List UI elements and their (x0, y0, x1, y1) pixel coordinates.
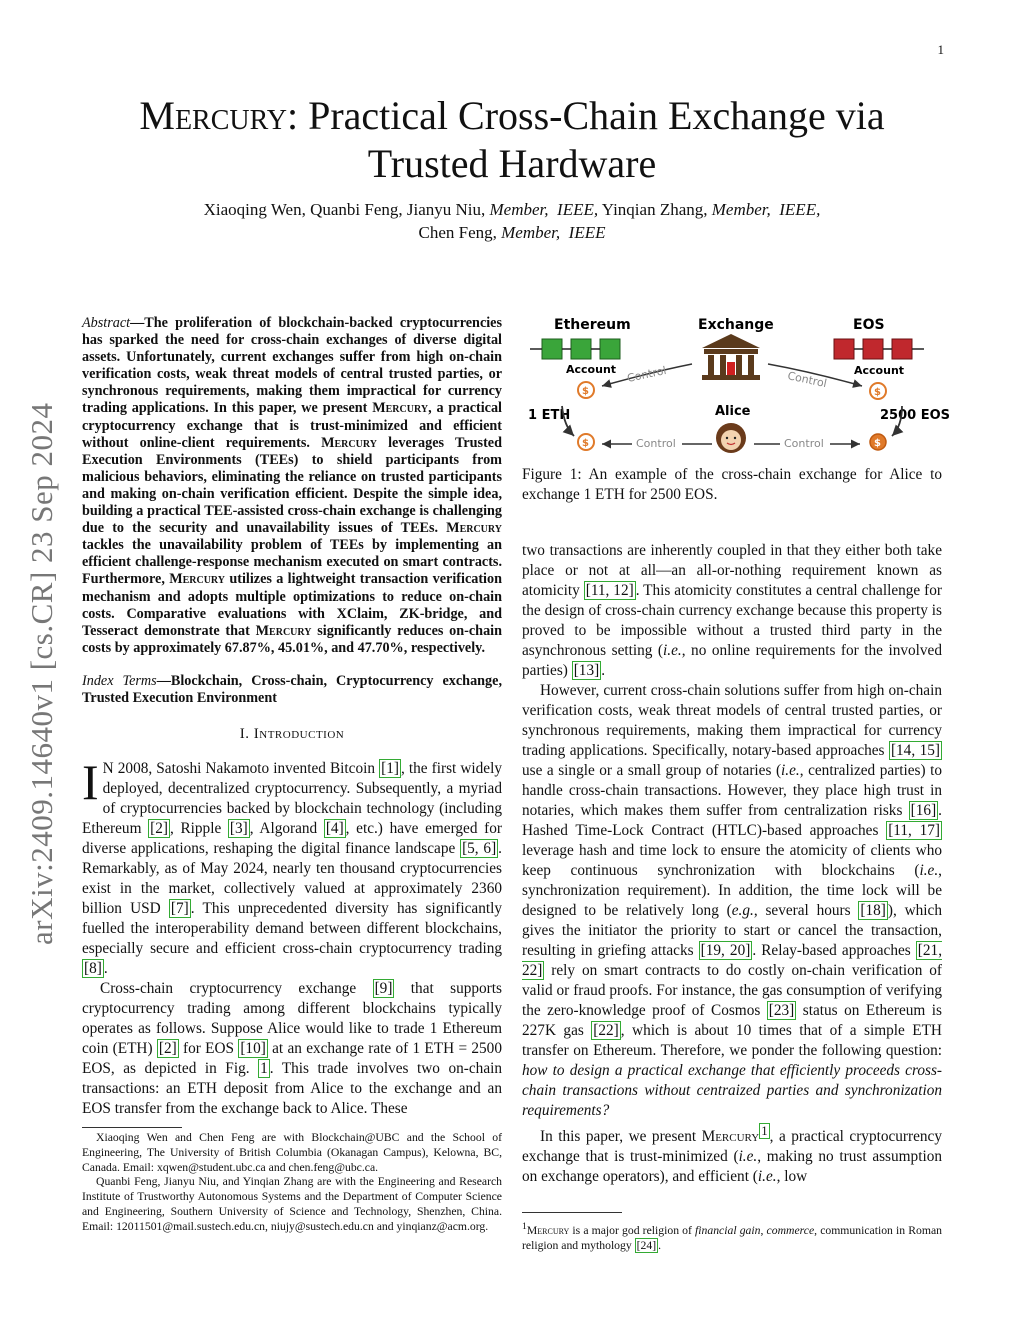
body-text: , making no trust assumption on exchange operators), and efficient ( (522, 1148, 943, 1186)
citation-link[interactable]: [7] (170, 900, 189, 917)
member-label: Member, (501, 223, 561, 242)
citation-link[interactable]: [14, 15] (890, 742, 940, 759)
money-bag-icon (870, 383, 886, 399)
abstract-text: leverages Trusted Execution Environments (TEEs) to shield participants from malicious behaviors, eliminating the reliance on trusted participants and making on-chain verification efficient. Despite the simple idea, building a practical TEE-assisted cross-chain exchange is challenging due to the security and unavailability issues of TEEs. (82, 434, 502, 537)
alice-avatar-icon (716, 423, 746, 453)
affiliation-text: Quanbi Feng, Jianyu Niu, and Yinqian Zhang are with the Engineering and Research Institute of Trustworthy Autonomous Systems and the Department of Computer Science and Engineering, Southern University of Science and Technology, Shenzhen, China. Email: 12011501@mail.sustech.edu.cn, niujy@sustech.edu.cn and yinqianz@acm.org. (82, 1175, 502, 1233)
control-label: Control (625, 363, 668, 385)
index-terms (82, 673, 502, 707)
citation-link[interactable]: [11, 12] (585, 582, 634, 599)
svg-text:$: $ (874, 438, 881, 449)
citation-link[interactable]: [13] (573, 662, 600, 679)
mercury-name: Mercury (526, 1223, 570, 1237)
ieee-label: IEEE (568, 223, 606, 242)
intro-text: that supports cryptocurrency trading among different blockchains typically operates as follows. Suppose Alice would like to trade 1 Ethereum coin (ETH) (82, 980, 502, 1057)
footnote-rule (82, 1127, 182, 1128)
footnote-text: , (760, 1223, 767, 1237)
body-text: . Relay-based approaches (752, 942, 916, 959)
mercury-footnote (522, 1220, 942, 1253)
body-text: , several hours (753, 902, 859, 919)
citation-link[interactable]: [18] (860, 902, 886, 919)
body-text: use a single or a small group of notaries ( (522, 762, 782, 779)
eos-chain-icon (834, 339, 924, 359)
intro-text: , etc.) have emerged for diverse applications, reshaping the digital finance landscape (82, 820, 502, 857)
footnote-text: financial gain (695, 1223, 761, 1237)
title-mercury: Mercury (139, 93, 287, 138)
right-column-text (522, 541, 942, 1187)
title-line1-rest: : Practical Cross-Chain Exchange via (286, 93, 885, 138)
mercury-name: Mercury (321, 434, 377, 451)
authors-group-2: Yinqian Zhang, (601, 200, 708, 219)
figure-1-diagram (522, 310, 951, 460)
ie-abbrev: i.e. (738, 1148, 758, 1166)
ieee-label: IEEE, (557, 200, 599, 219)
intro-text: for EOS (178, 1040, 239, 1057)
body-text: . (601, 662, 606, 679)
eos-amount: 2500 EOS (880, 408, 951, 423)
intro-text: . (103, 960, 108, 977)
body-text: , a practical cryptocurrency exchange that is trust-minimized ( (522, 1128, 942, 1166)
body-text: ), which gives the initiator the priority to start or cancel the transaction, resulting in griefing attacks (522, 902, 942, 959)
intro-text: N 2008, Satoshi Nakamoto invented Bitcoin (102, 760, 380, 777)
exchange-label: Exchange (698, 317, 774, 333)
body-text: However, current cross-chain solutions suffer from high on-chain verification costs, weak threat models of central trusted parties, or synchronous requirements, making them impractical for currency trading applications. Specifically, notary-based approaches (522, 682, 942, 759)
mercury-name: Mercury (169, 571, 226, 588)
control-label: Control (784, 437, 824, 450)
citation-link[interactable]: [1] (381, 760, 399, 777)
mercury-name: Mercury (372, 400, 429, 417)
footnote-link[interactable]: 1 (761, 1124, 768, 1138)
account-label-right: Account (854, 364, 905, 377)
body-text: rely on smart contracts to do costly on-chain verification of valid or fraud proofs. For instance, the gas consumption of verifying the zero-knowledge proof of Cosmos (522, 962, 942, 1019)
control-label: Control (786, 369, 828, 391)
citation-link[interactable]: [24] (636, 1238, 657, 1252)
body-text: . Hashed Time-Lock Contract (HTLC)-based approaches (522, 802, 942, 839)
abstract (82, 315, 502, 657)
alice-label: Alice (715, 404, 751, 419)
svg-text:$: $ (582, 438, 589, 449)
citation-link[interactable]: [8] (84, 960, 102, 977)
account-label-left: Account (566, 363, 617, 376)
ie-abbrev: i.e. (757, 1168, 777, 1186)
intro-text: , Algorand (249, 820, 324, 837)
author-list (100, 198, 924, 244)
citation-link[interactable]: [2] (150, 820, 168, 837)
intro-text: . Remarkably, as of May 2024, nearly ten thousand cryptocurrencies exist in the market, collectively valued at approximately 2360 billion USD (82, 840, 502, 917)
abstract-text: tackles the unavailability problem of TEEs by implementing an efficient challenge-response mechanism executed on smart contracts. Furthermore, (82, 537, 502, 588)
body-text: , which is about 10 times that of a simple ETH transfer on Ethereum. Therefore, we ponder the following question: (522, 1022, 942, 1059)
money-bag-icon (870, 434, 886, 450)
ie-abbrev: i.e. (919, 862, 939, 879)
title-line2: Trusted Hardware (367, 141, 657, 186)
ie-abbrev: i.e. (663, 642, 682, 659)
introduction-text (82, 754, 503, 1119)
intro-text: . This unprecedented diversity has significantly fuelled the interoperability demand between different blockchains, especially secure and efficient cross-chain cryptocurrency trading (82, 900, 502, 957)
research-question: how to design a practical exchange that efficiently proceeds cross-chain transactions without centraized parties and synchronization requirements? (522, 1062, 942, 1119)
body-text: , low (776, 1168, 808, 1186)
citation-link[interactable]: [4] (325, 820, 344, 837)
body-text: In this paper, we present (540, 1128, 702, 1146)
body-text: , no online requirements for the involved parties) (522, 642, 942, 679)
abstract-text: utilizes a lightweight transaction verification mechanism and adopts multiple optimizations to reduce on-chain costs. Comparative evaluations with XClaim, ZK-bridge, and Tesseract demonstrate that (82, 571, 502, 639)
eg-abbrev: e.g. (731, 902, 754, 919)
member-label: Member, (711, 200, 771, 219)
bank-icon (702, 334, 760, 380)
citation-link[interactable]: [3] (229, 820, 248, 837)
abstract-text: —The proliferation of blockchain-backed cryptocurrencies has sparked the need for cross-chain exchanges of diverse digital assets. Unfortunately, current exchanges suffer from high on-chain verification costs, weak threat models of central trusted parties, or synchronous requirements, making them impractical for currency trading applications. In this paper, we present (82, 315, 502, 417)
body-text: leverage hash and time lock to ensure the atomicity of clients who keep continuous synchronization with blockchains ( (522, 842, 942, 879)
citation-link[interactable]: [10] (240, 1040, 266, 1057)
figure-caption: Figure 1: An example of the cross-chain exchange for Alice to exchange 1 ETH for 2500 EOS. (522, 466, 942, 503)
ethereum-label: Ethereum (554, 317, 631, 333)
citation-link[interactable]: [21, 22] (522, 942, 943, 979)
ethereum-chain-icon (530, 339, 620, 359)
intro-text: . This trade involves two on-chain transactions: an ETH deposit from Alice to the exchange and an EOS transfer from the exchange back to Alice. These (82, 1060, 503, 1117)
abstract-text: , a practical cryptocurrency exchange that is trust-minimized and efficient without online-client requirements. (82, 400, 502, 451)
figure-link[interactable]: 1 (260, 1060, 268, 1077)
eth-amount: 1 ETH (528, 408, 571, 423)
intro-text: Cross-chain cryptocurrency exchange (100, 980, 373, 997)
citation-link[interactable]: [11, 17] (888, 822, 940, 839)
body-text: . This atomicity constitutes a central challenge for the design of cross-chain currency exchange because this property is proved to be impossible without a trusted third party in the asynchronous setting ( (522, 582, 942, 659)
intro-text: , Ripple (169, 820, 228, 837)
arxiv-stamp: arXiv:2409.14640v1 [cs.CR] 23 Sep 2024 (24, 402, 59, 945)
mercury-name: Mercury (446, 520, 502, 537)
ieee-label: IEEE, (779, 200, 821, 219)
mercury-name: Mercury (701, 1128, 760, 1146)
abstract-text: significantly reduces on-chain costs by approximately 67.87%, 45.01%, and 47.70%, respectively. (82, 622, 502, 656)
footnote-text: is a major god religion of (569, 1223, 696, 1237)
mercury-name: Mercury (255, 622, 312, 639)
intro-text: , the first widely deployed, decentralized cryptocurrency. Subsequently, a myriad of cryptocurrencies backed by blockchain technology (including Ethereum (82, 760, 502, 837)
section-heading: I. Introduction (239, 726, 345, 742)
footnote-text: , communication in Roman religion and mythology (522, 1223, 942, 1252)
svg-text:$: $ (874, 387, 881, 398)
paper-title (60, 92, 964, 188)
page-number: 1 (937, 42, 944, 57)
citation-link[interactable]: [16] (910, 802, 937, 819)
index-terms-lead: Index Terms (82, 673, 157, 689)
body-text: status on Ethereum is 227K gas (522, 1002, 942, 1039)
citation-link[interactable]: [9] (374, 980, 393, 997)
body-text: , synchronization requirement). In addition, the time lock will be designed to be relatively long ( (522, 862, 942, 919)
money-bag-icon (578, 382, 594, 398)
authors-group-3: Chen Feng, (418, 223, 497, 242)
ie-abbrev: i.e. (781, 762, 800, 779)
drop-cap: I (82, 754, 99, 810)
index-terms-text: —Blockchain, Cross-chain, Cryptocurrency exchange, Trusted Execution Environment (82, 673, 502, 707)
eos-label: EOS (853, 317, 885, 333)
control-label: Control (636, 437, 676, 450)
footnote-text: commerce (766, 1223, 815, 1237)
affiliation-text: Xiaoqing Wen and Chen Feng are with Blockchain@UBC and the School of Engineering, The University of British Columbia (Okanagan Campus), Kelowna, BC, Canada. Email: xqwen@student.ubc.ca and chen.feng@ubc.ca. (82, 1131, 502, 1174)
authors-group-1: Xiaoqing Wen, Quanbi Feng, Jianyu Niu, (203, 200, 486, 219)
body-text: two transactions are inherently coupled in that they either both take place or not at all—an all-or-nothing requirement known as atomicity (522, 542, 942, 599)
footnote-text: . (658, 1238, 662, 1252)
abstract-lead: Abstract (82, 315, 131, 331)
member-label: Member, (489, 200, 549, 219)
citation-link[interactable]: [22] (593, 1022, 619, 1039)
citation-link[interactable]: [2] (158, 1040, 177, 1057)
intro-text: at an exchange rate of 1 ETH = 2500 EOS, as depicted in Fig. (82, 1040, 502, 1077)
citation-link[interactable]: [19, 20] (700, 942, 751, 959)
body-text: , centralized parties) to handle cross-chain transactions. However, they place high trust in notaries, which makes them suffer from centralization risks (522, 762, 942, 819)
svg-text:$: $ (582, 386, 589, 397)
author-affiliation-footnote (82, 1131, 502, 1235)
money-bag-icon (578, 434, 594, 450)
footnote-rule (522, 1212, 622, 1213)
citation-link[interactable]: [23] (768, 1002, 795, 1019)
citation-link[interactable]: [5, 6] (462, 840, 497, 857)
footnote-mark: 1 (522, 1221, 527, 1232)
